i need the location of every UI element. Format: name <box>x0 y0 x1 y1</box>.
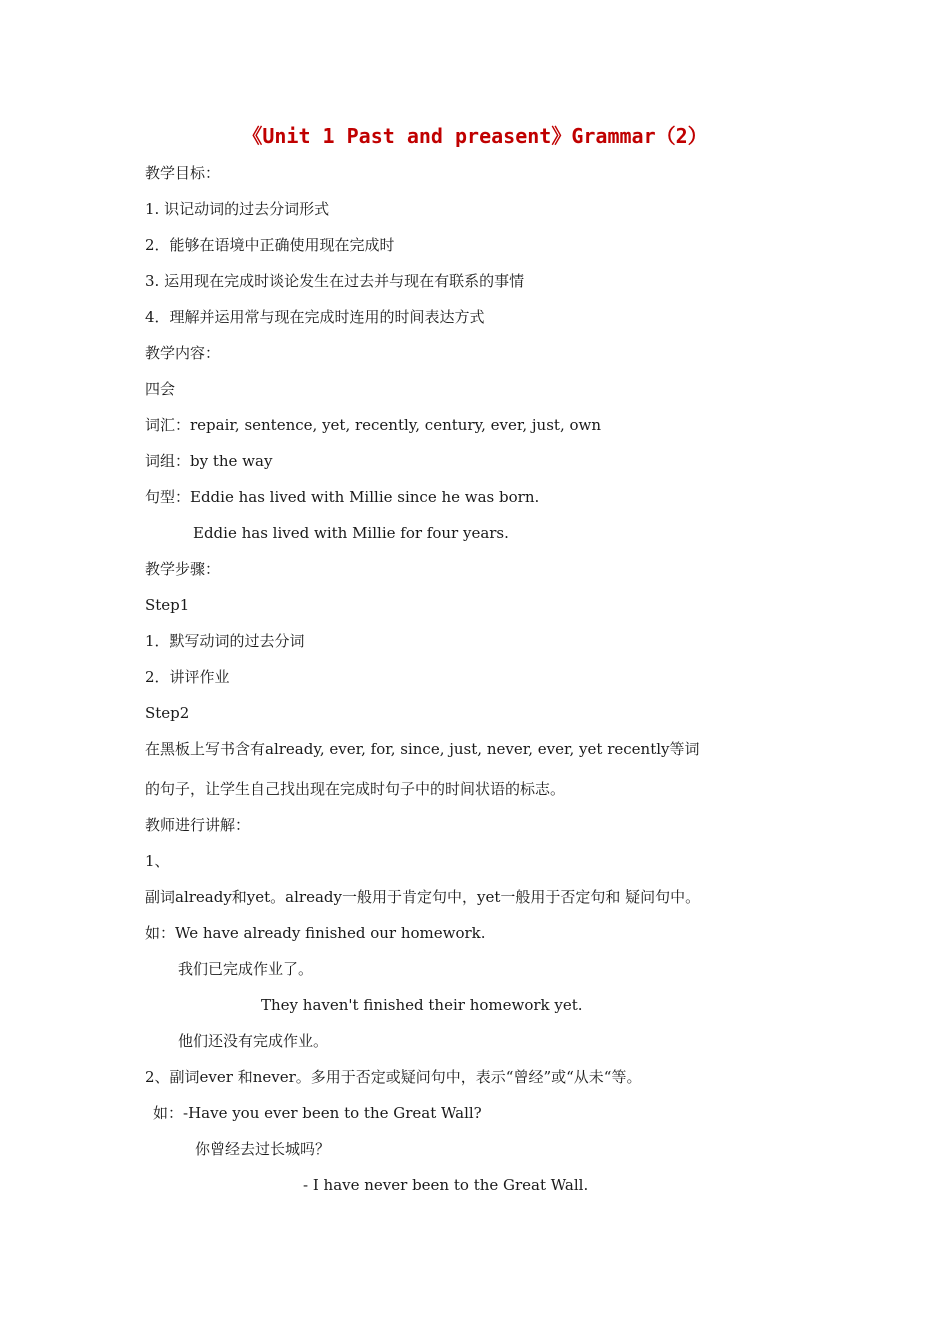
text-line: 如：-Have you ever been to the Great Wall? <box>153 1104 482 1122</box>
text-line: 句型：Eddie has lived with Millie since he was born. <box>145 488 540 506</box>
text-line: Eddie has lived with Millie for four years. <box>193 524 509 542</box>
text-line: 2、副词ever 和never。多用于否定或疑问句中，表示“曾经”或“从未“等。 <box>145 1068 642 1086</box>
text-line: 2．能够在语境中正确使用现在完成时 <box>145 236 395 254</box>
text-line: 1. 识记动词的过去分词形式 <box>145 200 330 218</box>
text-line: 词汇：repair, sentence, yet, recently, century, ever, just, own <box>145 416 602 434</box>
text-line: 在黑板上写书含有already, ever, for, since, just, never, ever, yet recently等词 <box>145 740 700 758</box>
text-line: 2．讲评作业 <box>145 668 230 686</box>
text-line: 如：We have already finished our homework. <box>145 924 486 942</box>
text-line: 3. 运用现在完成时谈论发生在过去并与现在有联系的事情 <box>145 272 525 290</box>
text-line: 教学目标： <box>145 164 221 182</box>
text-line: 教学内容： <box>145 344 221 362</box>
document-title: 《Unit 1 Past and preasent》Grammar（2） <box>242 124 708 148</box>
text-line: 你曾经去过长城吗？ <box>195 1140 331 1158</box>
text-line: 1、 <box>145 852 170 870</box>
text-line: - I have never been to the Great Wall. <box>303 1176 589 1194</box>
text-line: Step2 <box>145 704 190 722</box>
text-line: 副词already和yet。already一般用于肯定句中，yet一般用于否定句和 疑问句中。 <box>145 888 701 906</box>
text-line: 1．默写动词的过去分词 <box>145 632 305 650</box>
text-line: They haven't finished their homework yet. <box>261 996 583 1014</box>
text-line: 教学步骤： <box>145 560 221 578</box>
text-line: 我们已完成作业了。 <box>178 960 314 978</box>
text-line: 四会 <box>145 380 176 398</box>
text-line: 词组：by the way <box>145 452 273 470</box>
text-line: 的句子，让学生自己找出现在完成时句子中的时间状语的标志。 <box>145 780 566 798</box>
text-line: 他们还没有完成作业。 <box>178 1032 329 1050</box>
text-line: Step1 <box>145 596 190 614</box>
text-line: 教师进行讲解： <box>145 816 251 834</box>
text-line: 4．理解并运用常与现在完成时连用的时间表达方式 <box>145 308 485 326</box>
